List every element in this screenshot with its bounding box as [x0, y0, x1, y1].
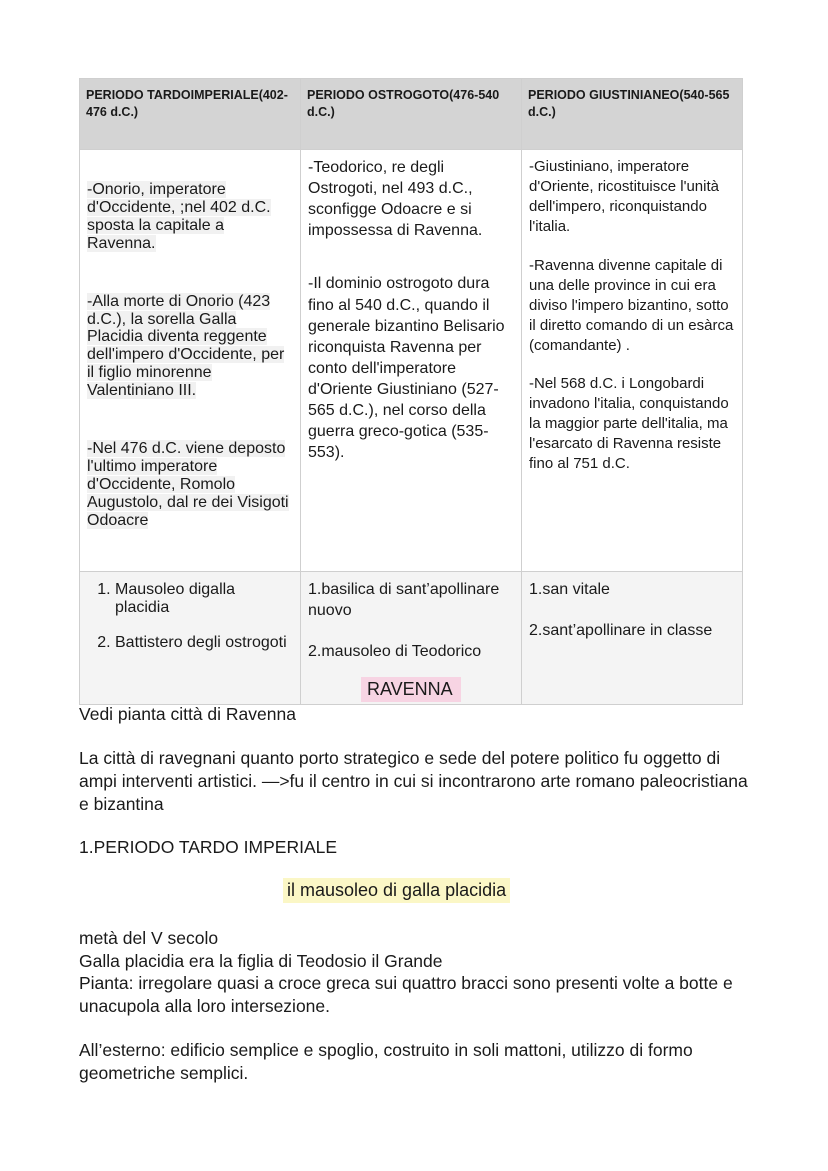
periods-table [79, 78, 743, 705]
date-line: metà del V secolo [79, 928, 219, 948]
monument-item: 1.basilica di sant’apollinare nuovo [308, 580, 500, 619]
table-header-row [80, 79, 743, 150]
event-ravenna-capitale: -Ravenna divenne capitale di una delle province in cui era diviso l'impero bizantino, sotto il diretto comando di un esàrca (comandante) . [529, 256, 734, 354]
see-map-line: Vedi pianta città di Ravenna [79, 704, 296, 724]
section-title: RAVENNA [361, 677, 461, 702]
cell-monuments-tardoimperiale [80, 571, 301, 704]
monument-item: 2. Battistero degli ostrogoti [115, 634, 293, 652]
period-heading: 1.PERIODO TARDO IMPERIALE [79, 837, 338, 857]
exterior-paragraph: All’esterno: edificio semplice e spoglio, costruito in soli mattoni, utilizzo di formo geometriche semplici. [79, 1040, 693, 1084]
monument-item: 2.mausoleo di Teodorico [308, 642, 482, 660]
header-giustinianeo: PERIODO GIUSTINIANEO(540-565 d.C.) [522, 79, 743, 150]
cell-giustinianeo-events [522, 150, 743, 572]
monument-item: 1. Mausoleo digalla placidia [115, 581, 293, 617]
event-dominio-ostrogoto: -Il dominio ostrogoto dura fino al 540 d.C., quando il generale bizantino Belisario riconquista Ravenna per conto dell'imperatore d'Oriente Giustiniano (527-565 d.C.), nel corso della guerra greco-gotica (535-553). [308, 275, 505, 462]
event-teodorico: -Teodorico, re degli Ostrogoti, nel 493 d.C., sconfigge Odoacre e si impossessa di Ravenna. [308, 159, 483, 240]
galla-line: Galla placidia era la figlia di Teodosio il Grande [79, 951, 443, 971]
event-giustiniano: -Giustiniano, imperatore d'Oriente, ricostituisce l'unità dell'impero, riconquistando l'italia. [529, 158, 719, 235]
monument-item: 1.san vitale [529, 580, 610, 598]
cell-tardoimperiale-events [80, 150, 301, 572]
header-tardoimperiale: PERIODO TARDOIMPERIALE(402-476 d.C.) [80, 79, 301, 150]
event-onorio: -Onorio, imperatore d'Occidente, ;nel 402 d.C. sposta la capitale a Ravenna. [87, 181, 271, 252]
event-galla-placidia: -Alla morte di Onorio (423 d.C.), la sorella Galla Placidia diventa reggente dell'impero d'Occidente, per il figlio minorenne Valentiniano III. [87, 292, 285, 400]
monument-item: 2.sant’apollinare in classe [529, 621, 713, 639]
header-ostrogoto: PERIODO OSTROGOTO(476-540 d.C.) [301, 79, 522, 150]
table-body-row [80, 150, 743, 572]
cell-ostrogoto-events [301, 150, 522, 572]
cell-monuments-giustinianeo [522, 571, 743, 704]
event-odoacre: -Nel 476 d.C. viene deposto l'ultimo imperatore d'Occidente, Romolo Augustolo, dal re dei Visigoti Odoacre [87, 440, 289, 529]
event-longobardi: -Nel 568 d.C. i Longobardi invadono l'italia, conquistando la maggior parte dell'italia, ma l'esarcato di Ravenna resiste fino al 751 d.C. [529, 375, 729, 473]
subsection-title: il mausoleo di galla placidia [283, 878, 510, 903]
plan-paragraph: Pianta: irregolare quasi a croce greca sui quattro bracci sono presenti volte a botte e unacupola alla loro intersezione. [79, 973, 733, 1017]
intro-paragraph: La città di ravegnani quanto porto strategico e sede del potere politico fu oggetto di ampi interventi artistici. —>fu il centro in cui si incontrarono arte romano paleocristiana e bizantina [79, 748, 748, 815]
